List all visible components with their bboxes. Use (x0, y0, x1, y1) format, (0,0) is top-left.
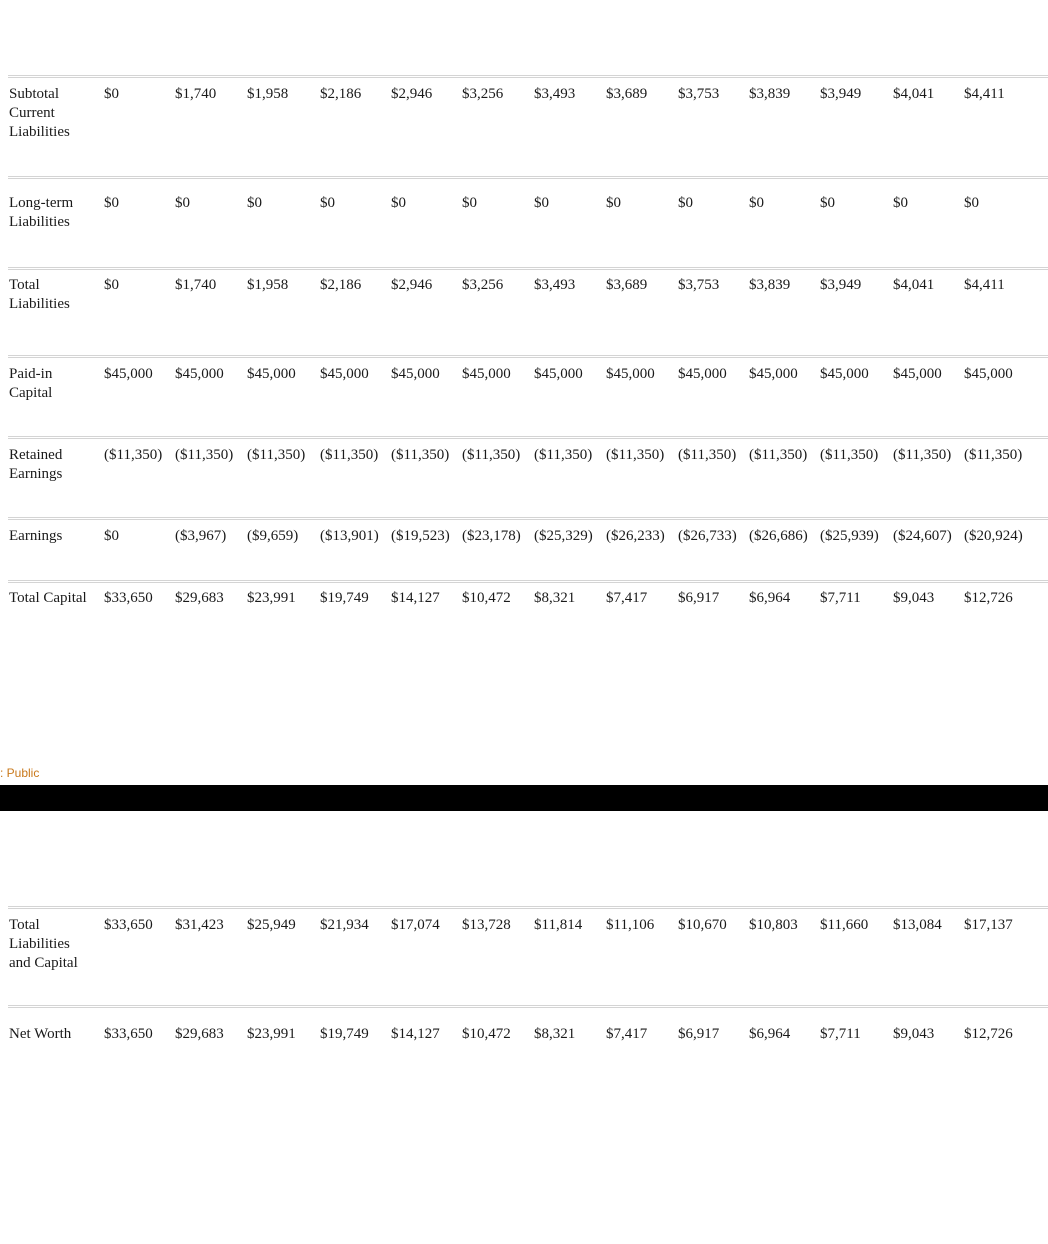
table-cell: ($11,350) (534, 447, 593, 463)
table-cell: $0 (606, 195, 621, 211)
row-label: Paid-in Capital (9, 366, 53, 401)
table-cell: $33,650 (104, 590, 153, 606)
table-cell: $12,726 (964, 1026, 1013, 1042)
table-cell: $17,074 (391, 917, 440, 933)
table-cell: $45,000 (964, 366, 1013, 382)
table-cell: $10,803 (749, 917, 798, 933)
table-cell: $1,740 (175, 86, 217, 102)
table-cell: $3,753 (678, 277, 720, 293)
table-cell: $7,417 (606, 1026, 648, 1042)
table-cell: ($11,350) (175, 447, 234, 463)
table-cell: ($11,350) (606, 447, 665, 463)
table-cell: ($11,350) (820, 447, 879, 463)
table-cell: ($23,178) (462, 528, 521, 544)
table-cell: $3,839 (749, 86, 791, 102)
table-cell: $0 (247, 195, 262, 211)
table-cell: $17,137 (964, 917, 1013, 933)
table-cell: $8,321 (534, 1026, 576, 1042)
table-cell: $31,423 (175, 917, 224, 933)
table-cell: ($11,350) (462, 447, 521, 463)
table-cell: $3,256 (462, 277, 504, 293)
table-cell: $6,917 (678, 1026, 720, 1042)
table-cell: $14,127 (391, 1026, 440, 1042)
table-cell: $1,958 (247, 277, 289, 293)
table-cell: $29,683 (175, 590, 224, 606)
row-divider (8, 1005, 1048, 1008)
table-cell: $3,493 (534, 86, 576, 102)
classification-label: : Public (0, 766, 40, 780)
table-cell: $45,000 (678, 366, 727, 382)
table-cell: ($11,350) (391, 447, 450, 463)
row-label: Long-term Liabilities (9, 195, 74, 230)
table-cell: $45,000 (462, 366, 511, 382)
table-cell: ($11,350) (893, 447, 952, 463)
table-cell: ($24,607) (893, 528, 952, 544)
table-cell: $10,472 (462, 590, 511, 606)
table-cell: $33,650 (104, 1026, 153, 1042)
table-cell: $0 (964, 195, 979, 211)
table-cell: ($11,350) (247, 447, 306, 463)
row-label: Total Liabilities and Capital (9, 917, 78, 971)
table-cell: $45,000 (893, 366, 942, 382)
table-cell: $23,991 (247, 590, 296, 606)
row-label: Retained Earnings (9, 447, 63, 482)
table-cell: $0 (820, 195, 835, 211)
table-cell: $3,753 (678, 86, 720, 102)
table-cell: $2,186 (320, 277, 362, 293)
table-cell: $2,946 (391, 277, 433, 293)
row-label: Total Capital (9, 590, 87, 606)
table-cell: $21,934 (320, 917, 369, 933)
table-cell: $7,711 (820, 1026, 861, 1042)
table-cell: $0 (320, 195, 335, 211)
table-cell: $3,839 (749, 277, 791, 293)
row-divider (8, 436, 1048, 439)
table-cell: ($20,924) (964, 528, 1023, 544)
table-cell: $0 (104, 86, 119, 102)
table-cell: ($11,350) (104, 447, 163, 463)
table-cell: $3,949 (820, 86, 862, 102)
table-cell: $45,000 (320, 366, 369, 382)
table-cell: $0 (749, 195, 764, 211)
table-cell: $19,749 (320, 590, 369, 606)
table-cell: ($11,350) (749, 447, 808, 463)
row-label: Subtotal Current Liabilities (9, 86, 70, 140)
table-cell: $0 (104, 528, 119, 544)
table-cell: $9,043 (893, 590, 935, 606)
table-cell: $11,106 (606, 917, 655, 933)
table-cell: ($3,967) (175, 528, 227, 544)
table-cell: $19,749 (320, 1026, 369, 1042)
table-cell: ($11,350) (678, 447, 737, 463)
table-cell: $3,493 (534, 277, 576, 293)
table-cell: ($26,733) (678, 528, 737, 544)
row-divider (8, 267, 1048, 270)
table-cell: $25,949 (247, 917, 296, 933)
table-cell: $0 (534, 195, 549, 211)
row-divider (8, 580, 1048, 583)
row-divider (8, 906, 1048, 909)
table-cell: $0 (175, 195, 190, 211)
table-cell: $1,740 (175, 277, 217, 293)
table-cell: $7,417 (606, 590, 648, 606)
table-cell: $45,000 (247, 366, 296, 382)
row-divider (8, 75, 1048, 78)
table-cell: $8,321 (534, 590, 576, 606)
table-cell: $3,256 (462, 86, 504, 102)
table-cell: $3,689 (606, 86, 648, 102)
table-cell: $0 (104, 195, 119, 211)
table-cell: $10,472 (462, 1026, 511, 1042)
table-cell: ($13,901) (320, 528, 379, 544)
table-cell: ($11,350) (320, 447, 379, 463)
table-cell: $9,043 (893, 1026, 935, 1042)
table-cell: $4,411 (964, 277, 1005, 293)
row-divider (8, 355, 1048, 358)
table-cell: $0 (391, 195, 406, 211)
table-cell: $45,000 (175, 366, 224, 382)
table-cell: $23,991 (247, 1026, 296, 1042)
table-cell: $2,946 (391, 86, 433, 102)
table-cell: $13,728 (462, 917, 511, 933)
table-cell: $0 (893, 195, 908, 211)
table-cell: $3,689 (606, 277, 648, 293)
table-cell: $33,650 (104, 917, 153, 933)
table-cell: ($26,686) (749, 528, 808, 544)
table-cell: $12,726 (964, 590, 1013, 606)
table-cell: ($25,939) (820, 528, 879, 544)
row-label: Net Worth (9, 1026, 72, 1042)
table-cell: $45,000 (820, 366, 869, 382)
table-cell: $7,711 (820, 590, 861, 606)
table-cell: $45,000 (104, 366, 153, 382)
table-cell: $3,949 (820, 277, 862, 293)
table-cell: $45,000 (391, 366, 440, 382)
row-label: Earnings (9, 528, 63, 544)
table-cell: $10,670 (678, 917, 727, 933)
table-cell: ($25,329) (534, 528, 593, 544)
page-break-band (0, 785, 1048, 811)
table-cell: $2,186 (320, 86, 362, 102)
table-cell: $11,660 (820, 917, 869, 933)
table-cell: $6,964 (749, 1026, 791, 1042)
table-cell: $45,000 (606, 366, 655, 382)
table-cell: ($19,523) (391, 528, 450, 544)
table-cell: $6,917 (678, 590, 720, 606)
table-cell: $45,000 (534, 366, 583, 382)
table-cell: $0 (462, 195, 477, 211)
table-cell: $0 (678, 195, 693, 211)
table-cell: $14,127 (391, 590, 440, 606)
table-cell: ($26,233) (606, 528, 665, 544)
row-label: Total Liabilities (9, 277, 70, 312)
table-cell: $4,041 (893, 86, 935, 102)
row-divider (8, 176, 1048, 179)
table-cell: $0 (104, 277, 119, 293)
table-cell: $4,041 (893, 277, 935, 293)
table-cell: ($11,350) (964, 447, 1023, 463)
table-cell: $1,958 (247, 86, 289, 102)
table-cell: $13,084 (893, 917, 942, 933)
table-cell: $6,964 (749, 590, 791, 606)
table-cell: $45,000 (749, 366, 798, 382)
table-cell: $4,411 (964, 86, 1005, 102)
table-cell: $29,683 (175, 1026, 224, 1042)
table-cell: ($9,659) (247, 528, 299, 544)
row-divider (8, 517, 1048, 520)
table-cell: $11,814 (534, 917, 583, 933)
